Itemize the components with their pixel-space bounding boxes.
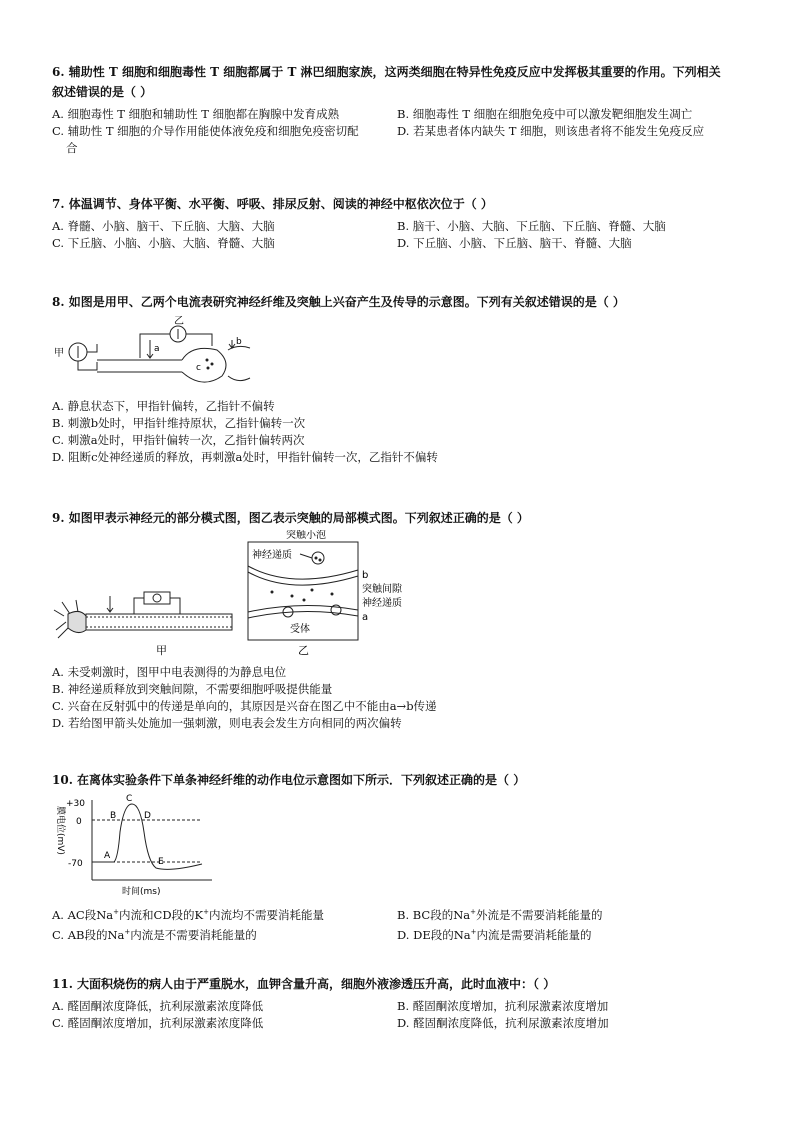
tick-0: 0 bbox=[76, 817, 82, 827]
question-6-stem-line1: 6. 辅助性 T 细胞和细胞毒性 T 细胞都属于 T 淋巴细胞家族，这两类细胞在特异性免疫反应中发挥极其重要的作用。下列相关 bbox=[52, 65, 721, 79]
vesicle-dot bbox=[206, 359, 209, 362]
synaptic-vesicle bbox=[312, 552, 324, 564]
option-a: A. 静息状态下，甲指针偏转，乙指针不偏转 bbox=[52, 399, 275, 413]
label-a: a bbox=[362, 612, 369, 623]
option-d: D. 若某患者体内缺失 T 细胞，则该患者将不能发生免疫反应 bbox=[397, 124, 705, 138]
option-d: D. 下丘脑、小脑、下丘脑、脑干、脊髓、大脑 bbox=[397, 236, 632, 250]
stimulus-arrow-b bbox=[229, 340, 235, 348]
option-a: A. 细胞毒性 T 细胞和辅助性 T 细胞都在胸腺中发育成熟 bbox=[52, 107, 340, 121]
figure-yi bbox=[248, 530, 403, 657]
vesicle-dot bbox=[207, 367, 210, 370]
label-b: b bbox=[362, 570, 369, 581]
question-10 bbox=[52, 770, 752, 944]
option-d: D. 阻断c处神经递质的释放，再刺激a处时，甲指针偏转一次，乙指针不偏转 bbox=[52, 450, 438, 464]
question-8 bbox=[52, 292, 752, 466]
label-gap: 突触间隙 bbox=[362, 584, 402, 595]
label-receptor: 受体 bbox=[290, 624, 310, 635]
x-axis-label: 时间(ms) bbox=[122, 887, 161, 896]
label-transmitter: 神经递质 bbox=[252, 550, 292, 561]
option-c: C. 刺激a处时，甲指针偏转一次，乙指针偏转两次 bbox=[52, 433, 305, 447]
option-a: A. 脊髓、小脑、脑干、下丘脑、大脑、大脑 bbox=[52, 219, 275, 233]
nerve-synapse-diagram bbox=[52, 314, 252, 386]
option-c: C. 兴奋在反射弧中的传递是单向的，其原因是兴奋在图乙中不能由a→b传递 bbox=[52, 699, 437, 713]
option-c: C. 下丘脑、小脑、小脑、大脑、脊髓、大脑 bbox=[52, 236, 275, 250]
option-b: B. 细胞毒性 T 细胞在细胞免疫中可以激发靶细胞发生凋亡 bbox=[397, 107, 693, 121]
question-9 bbox=[52, 508, 752, 732]
question-6 bbox=[52, 62, 752, 157]
option-d: D. 醛固酮浓度降低，抗利尿激素浓度增加 bbox=[397, 1016, 609, 1030]
option-c: C. 醛固酮浓度增加，抗利尿激素浓度降低 bbox=[52, 1016, 264, 1030]
label-jia: 甲 bbox=[156, 644, 167, 657]
tick-minus70: -70 bbox=[68, 859, 83, 869]
option-c-continued: 合 bbox=[66, 141, 78, 155]
vesicle-dot bbox=[211, 363, 214, 366]
label-yi: 乙 bbox=[298, 644, 309, 657]
question-10-stem: 10. 在离体实验条件下单条神经纤维的动作电位示意图如下所示．下列叙述正确的是（ ） bbox=[52, 773, 526, 787]
option-d: D. 若给图甲箭头处施加一强刺激，则电表会发生方向相同的两次偏转 bbox=[52, 716, 402, 730]
presynaptic-terminal bbox=[182, 348, 226, 382]
point-E: E bbox=[158, 857, 164, 867]
point-B: B bbox=[110, 811, 117, 821]
meter-yi-wires bbox=[140, 334, 212, 358]
label-a: a bbox=[154, 344, 160, 354]
label-yi: 乙 bbox=[174, 316, 184, 327]
stimulus-arrow bbox=[107, 596, 113, 612]
option-b: B. 脑干、小脑、大脑、下丘脑、下丘脑、脊髓、大脑 bbox=[397, 219, 666, 233]
option-a: A. 未受刺激时，图甲中电表测得的为静息电位 bbox=[52, 665, 287, 679]
option-a: A. 醛固酮浓度降低，抗利尿激素浓度降低 bbox=[52, 999, 264, 1013]
question-7 bbox=[52, 194, 752, 252]
stimulus-arrow-a bbox=[147, 340, 153, 358]
question-6-stem-line2: 叙述错误的是（ ） bbox=[52, 85, 153, 99]
question-11-stem: 11. 大面积烧伤的病人由于严重脱水，血钾含量升高，细胞外液渗透压升高，此时血液中：（ ） bbox=[52, 977, 556, 991]
option-d: D. DE段的Na+内流是需要消耗能量的 bbox=[397, 927, 592, 942]
point-A: A bbox=[104, 851, 111, 861]
option-b: B. 醛固酮浓度增加，抗利尿激素浓度增加 bbox=[397, 999, 609, 1013]
option-b: B. BC段的Na+外流是不需要消耗能量的 bbox=[397, 907, 603, 922]
figure-jia bbox=[54, 592, 232, 657]
action-potential-chart bbox=[52, 792, 222, 896]
option-a: A. AC段Na+内流和CD段的K+内流均不需要消耗能量 bbox=[52, 907, 325, 922]
label-jia: 甲 bbox=[54, 348, 64, 359]
neuron-synapse-diagram bbox=[52, 530, 412, 658]
y-axis-label: 膜电位(mV) bbox=[55, 806, 65, 855]
option-b: B. 神经递质释放到突触间隙，不需要细胞呼吸提供能量 bbox=[52, 682, 333, 696]
option-b: B. 刺激b处时，甲指针维持原状，乙指针偏转一次 bbox=[52, 416, 306, 430]
option-c: C. 辅助性 T 细胞的介导作用能使体液免疫和细胞免疫密切配 bbox=[52, 124, 359, 138]
postsynaptic-neuron bbox=[228, 346, 250, 380]
label-vesicle: 突触小泡 bbox=[286, 530, 326, 541]
label-b: b bbox=[236, 337, 242, 347]
question-7-stem: 7. 体温调节、身体平衡、水平衡、呼吸、排尿反射、阅读的神经中枢依次位于（ ） bbox=[52, 197, 493, 211]
question-9-stem: 9. 如图甲表示神经元的部分模式图，图乙表示突触的局部模式图。下列叙述正确的是（ ） bbox=[52, 511, 529, 525]
question-8-stem: 8. 如图是用甲、乙两个电流表研究神经纤维及突触上兴奋产生及传导的示意图。下列有关叙述错误的是（ ） bbox=[52, 295, 625, 309]
point-D: D bbox=[144, 811, 151, 821]
tick-plus30: +30 bbox=[66, 799, 85, 809]
option-c: C. AB段的Na+内流是不需要消耗能量的 bbox=[52, 927, 257, 942]
question-11 bbox=[52, 974, 752, 1032]
label-transmitter2: 神经递质 bbox=[362, 598, 402, 609]
point-C: C bbox=[126, 794, 133, 804]
meter-jia-wires bbox=[78, 344, 97, 370]
label-c: c bbox=[196, 363, 201, 373]
